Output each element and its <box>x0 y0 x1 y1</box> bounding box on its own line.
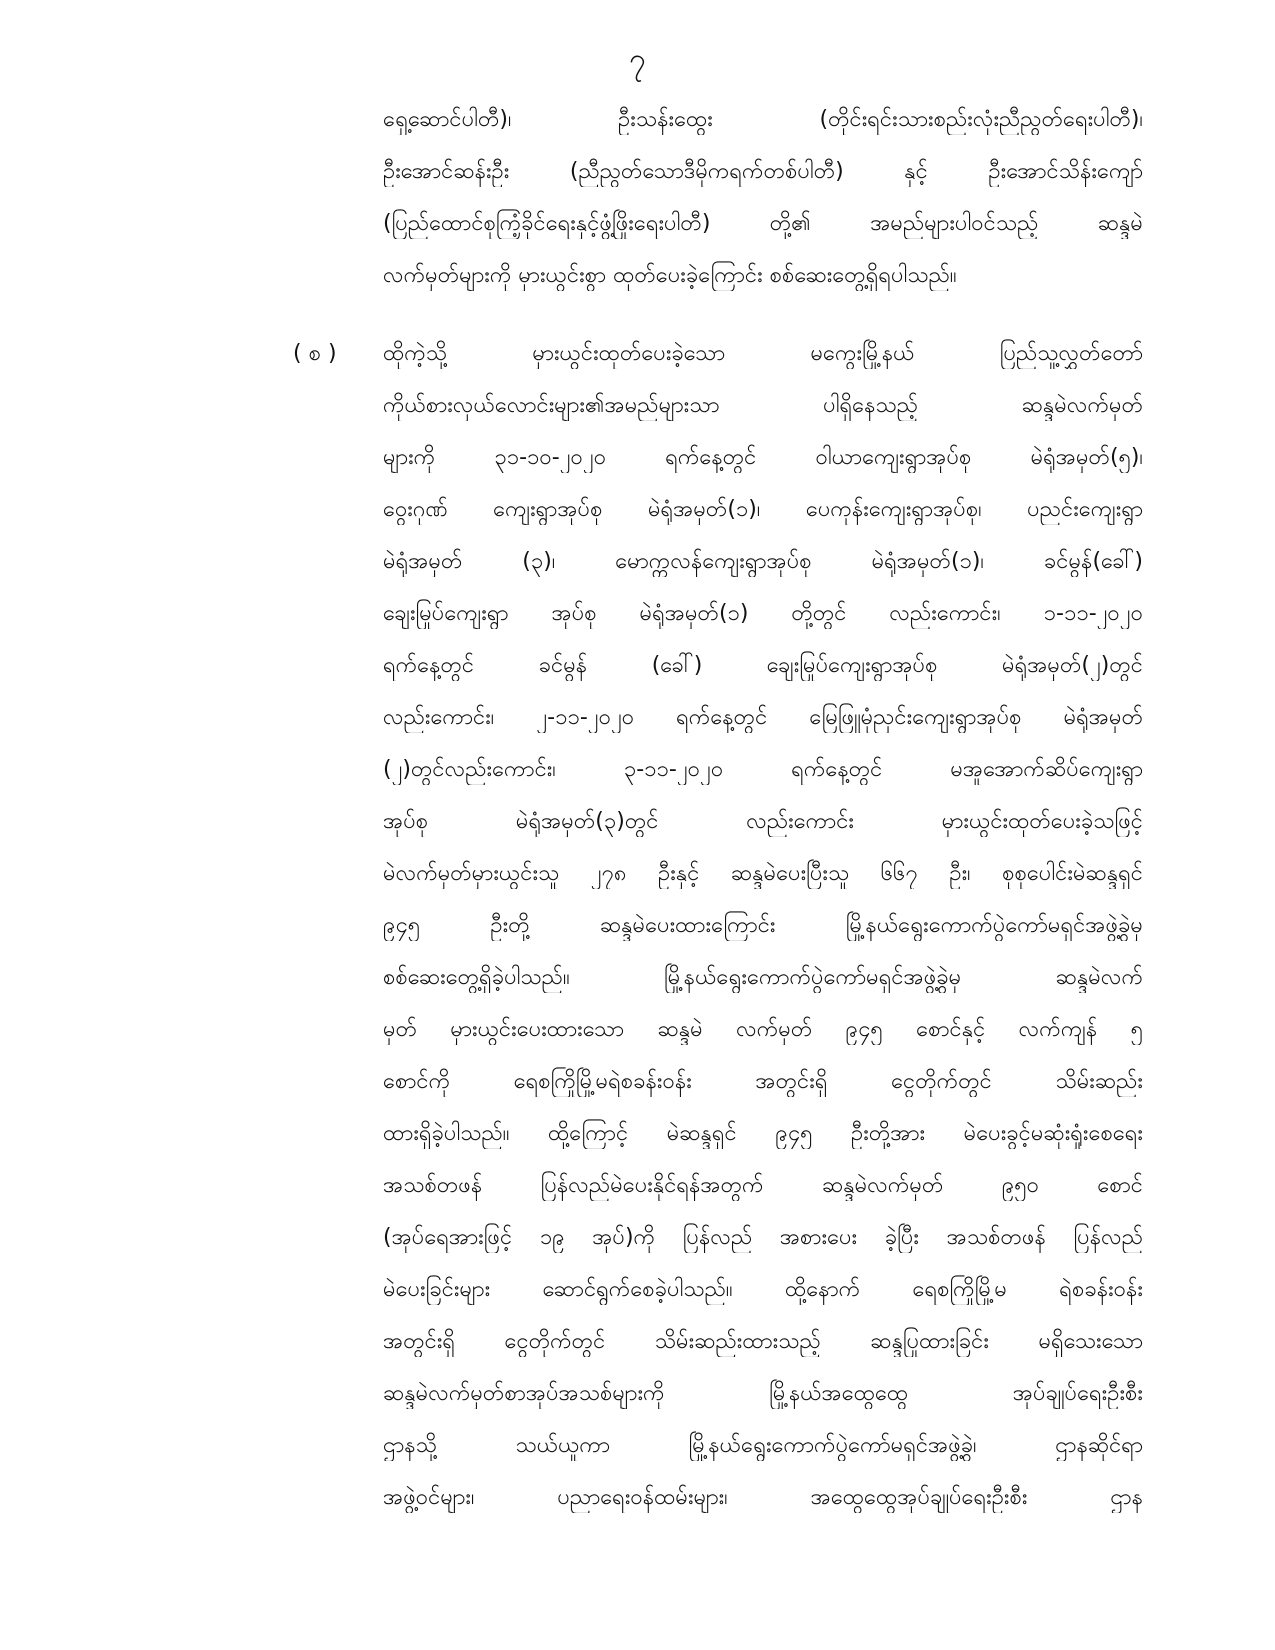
text-line: (ပြည်ထောင်စုကြံ့ခိုင်ရေးနှင့်ဖွံ့ဖြိုးရေးပါတီ) တို့၏ အမည်များပါဝင်သည့် ဆန္ဒမဲ <box>383 211 1143 236</box>
text-line: ရှေ့ဆောင်ပါတီ)၊ ဦးသန်းထွေး (တိုင်းရင်းသားစည်းလုံးညီညွတ်ရေးပါတီ)၊ <box>383 107 1143 132</box>
text-line: အဖွဲ့ဝင်များ၊ ပညာရေးဝန်ထမ်းများ၊ အထွေထွေအုပ်ချုပ်ရေးဦးစီး ဌာန <box>383 1485 1143 1510</box>
text-line: ဌာနသို့ သယ်ယူကာ မြို့နယ်ရွေးကောက်ပွဲကော်မရှင်အဖွဲ့ခွဲ၊ ဌာနဆိုင်ရာ <box>383 1433 1143 1458</box>
text-line: ချေးမြုပ်ကျေးရွာ အုပ်စု မဲရုံအမှတ်(၁) တို့တွင် လည်းကောင်း၊ ၁-၁၁-၂၀၂၀ <box>383 601 1143 626</box>
text-line: ဦးအောင်ဆန်းဦး (ညီညွတ်သောဒီမိုကရက်တစ်ပါတီ) နှင့် ဦးအောင်သိန်းကျော် <box>383 159 1143 184</box>
text-line: စောင်ကို ရေစကြိုမြို့မရဲစခန်းဝန်း အတွင်းရှိ ငွေတိုက်တွင် သိမ်းဆည်း <box>383 1069 1143 1094</box>
text-line: များကို ၃၁-၁၀-၂၀၂၀ ရက်နေ့တွင် ဝါယာကျေးရွာအုပ်စု မဲရုံအမှတ်(၅)၊ <box>383 445 1143 470</box>
text-line: အုပ်စု မဲရုံအမှတ်(၃)တွင် လည်းကောင်း မှားယွင်းထုတ်ပေးခဲ့သဖြင့် <box>383 809 1143 834</box>
text-line: ၉၄၅ ဦးတို့ ဆန္ဒမဲပေးထားကြောင်း မြို့နယ်ရွေးကောက်ပွဲကော်မရှင်အဖွဲ့ခွဲမှ <box>383 913 1143 938</box>
text-line: အသစ်တဖန် ပြန်လည်မဲပေးနိုင်ရန်အတွက် ဆန္ဒမဲလက်မှတ် ၉၅၀ စောင် <box>383 1173 1143 1198</box>
text-line: လည်းကောင်း၊ ၂-၁၁-၂၀၂၀ ရက်နေ့တွင် မြေဖြူမုံညှင်းကျေးရွာအုပ်စု မဲရုံအမှတ် <box>383 705 1143 730</box>
text-line: (အုပ်ရေအားဖြင့် ၁၉ အုပ်)ကို ပြန်လည် အစားပေး ခဲ့ပြီး အသစ်တဖန် ပြန်လည် <box>383 1225 1143 1250</box>
text-line: မဲလက်မှတ်မှားယွင်းသူ ၂၇၈ ဦးနှင့် ဆန္ဒမဲပေးပြီးသူ ၆၆၇ ဦး၊ စုစုပေါင်းမဲဆန္ဒရှင် <box>383 861 1143 886</box>
text-line: ရက်နေ့တွင် ခင်မွန် (ခေါ်) ချေးမြုပ်ကျေးရွာအုပ်စု မဲရုံအမှတ်(၂)တွင် <box>383 653 1143 678</box>
text-line: (၂)တွင်လည်းကောင်း၊ ၃-၁၁-၂၀၂၀ ရက်နေ့တွင် မအူအောက်ဆိပ်ကျေးရွာ <box>383 757 1143 782</box>
paragraph-marker: ( စ ) <box>293 341 337 366</box>
page-number: ၇ <box>629 42 646 77</box>
text-line: မှတ် မှားယွင်းပေးထားသော ဆန္ဒမဲ လက်မှတ် ၉၄၅ စောင်နှင့် လက်ကျန် ၅ <box>383 1017 1143 1042</box>
text-line: ထားရှိခဲ့ပါသည်။ ထို့ကြောင့် မဲဆန္ဒရှင် ၉၄၅ ဦးတို့အား မဲပေးခွင့်မဆုံးရှုံးစေရေး <box>383 1121 1143 1146</box>
text-line: ဆန္ဒမဲလက်မှတ်စာအုပ်အသစ်များကို မြို့နယ်အထွေထွေ အုပ်ချုပ်ရေးဦးစီး <box>383 1381 1143 1406</box>
text-line: ဝွေးဂုဏ် ကျေးရွာအုပ်စု မဲရုံအမှတ်(၁)၊ ပေကုန်းကျေးရွာအုပ်စု၊ ပညင်းကျေးရွာ <box>383 497 1143 522</box>
text-line: မဲပေးခြင်းများ ဆောင်ရွက်စေခဲ့ပါသည်။ ထို့နောက် ရေစကြိုမြို့မ ရဲစခန်းဝန်း <box>383 1277 1143 1302</box>
text-line: မဲရုံအမှတ် (၃)၊ မောက္ကလန်ကျေးရွာအုပ်စု မဲရုံအမှတ်(၁)၊ ခင်မွန်(ခေါ်) <box>383 549 1143 574</box>
text-line: ထိုကဲ့သို့ မှားယွင်းထုတ်ပေးခဲ့သော မကွေးမြို့နယ် ပြည်သူ့လွှတ်တော် <box>383 341 1143 366</box>
text-line: စစ်ဆေးတွေ့ရှိခဲ့ပါသည်။ မြို့နယ်ရွေးကောက်ပွဲကော်မရှင်အဖွဲ့ခွဲမှ ဆန္ဒမဲလက် <box>383 965 1143 990</box>
text-line: ကိုယ်စားလှယ်လောင်းများ၏အမည်များသာ ပါရှိနေသည့် ဆန္ဒမဲလက်မှတ် <box>383 393 1143 418</box>
text-line: အတွင်းရှိ ငွေတိုက်တွင် သိမ်းဆည်းထားသည့် ဆန္ဒပြုထားခြင်း မရှိသေးသော <box>383 1329 1143 1354</box>
text-line: လက်မှတ်များကို မှားယွင်းစွာ ထုတ်ပေးခဲ့ကြောင်း စစ်ဆေးတွေ့ရှိရပါသည်။ <box>383 263 957 288</box>
